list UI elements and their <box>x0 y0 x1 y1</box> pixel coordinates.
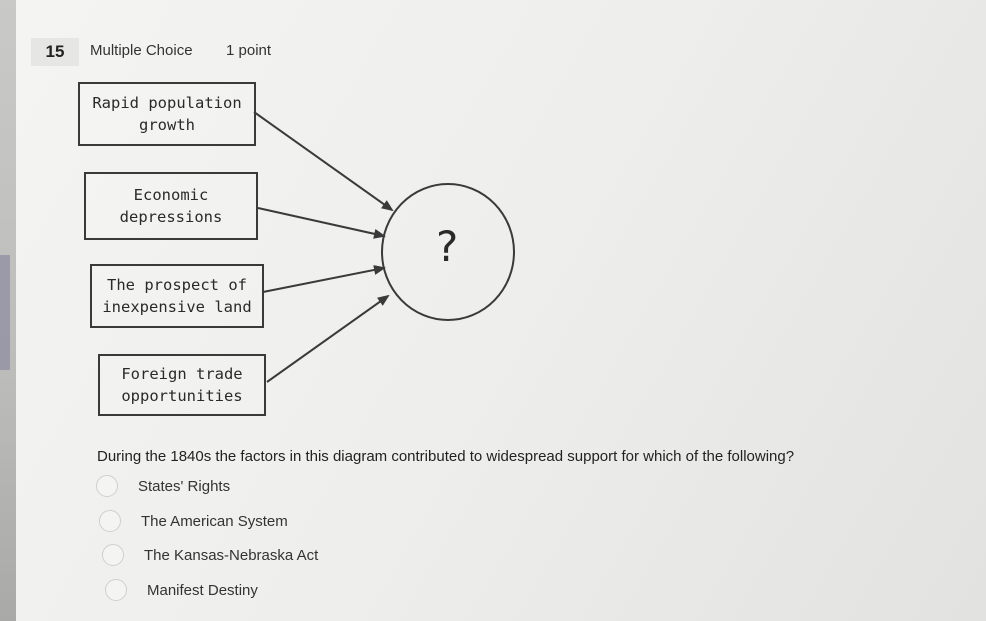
option-label: The Kansas-Nebraska Act <box>144 546 319 564</box>
left-edge-accent <box>0 255 10 370</box>
option-label: The American System <box>141 512 288 530</box>
box-inexpensive-land <box>90 264 264 328</box>
radio-button[interactable] <box>96 475 118 497</box>
box-line: growth <box>139 116 195 134</box>
arrow-from-population <box>254 112 392 210</box>
left-edge-strip <box>0 0 16 621</box>
option-manifest-destiny[interactable] <box>105 578 258 602</box>
radio-button[interactable] <box>102 544 124 566</box>
question-type: Multiple Choice <box>90 42 193 59</box>
radio-button[interactable] <box>105 579 127 601</box>
radio-button[interactable] <box>99 510 121 532</box>
arrow-from-depressions <box>258 208 384 236</box>
option-states-rights[interactable] <box>96 474 230 498</box>
arrow-from-land <box>263 268 384 292</box>
box-line: Rapid population <box>92 94 242 112</box>
box-line: Foreign trade <box>121 365 243 383</box>
box-economic-depressions <box>84 172 258 240</box>
arrow-from-trade <box>267 296 388 382</box>
question-card <box>16 0 986 621</box>
box-foreign-trade <box>98 354 266 416</box>
box-rapid-population-growth <box>78 82 256 146</box>
question-prompt: During the 1840s the factors in this diagram contributed to widespread support for which of the following? <box>97 448 795 465</box>
box-line: inexpensive land <box>102 298 252 316</box>
question-number: 15 <box>31 38 79 66</box>
unknown-result-mark: ? <box>436 222 459 271</box>
box-line: Economic <box>133 186 209 204</box>
box-line: depressions <box>119 208 223 226</box>
box-line: The prospect of <box>107 276 247 294</box>
option-kansas-nebraska[interactable] <box>102 543 318 567</box>
option-american-system[interactable] <box>99 509 288 533</box>
question-points: 1 point <box>226 42 272 59</box>
box-line: opportunities <box>121 387 243 405</box>
option-label: Manifest Destiny <box>147 581 258 599</box>
option-label: States' Rights <box>138 477 231 495</box>
